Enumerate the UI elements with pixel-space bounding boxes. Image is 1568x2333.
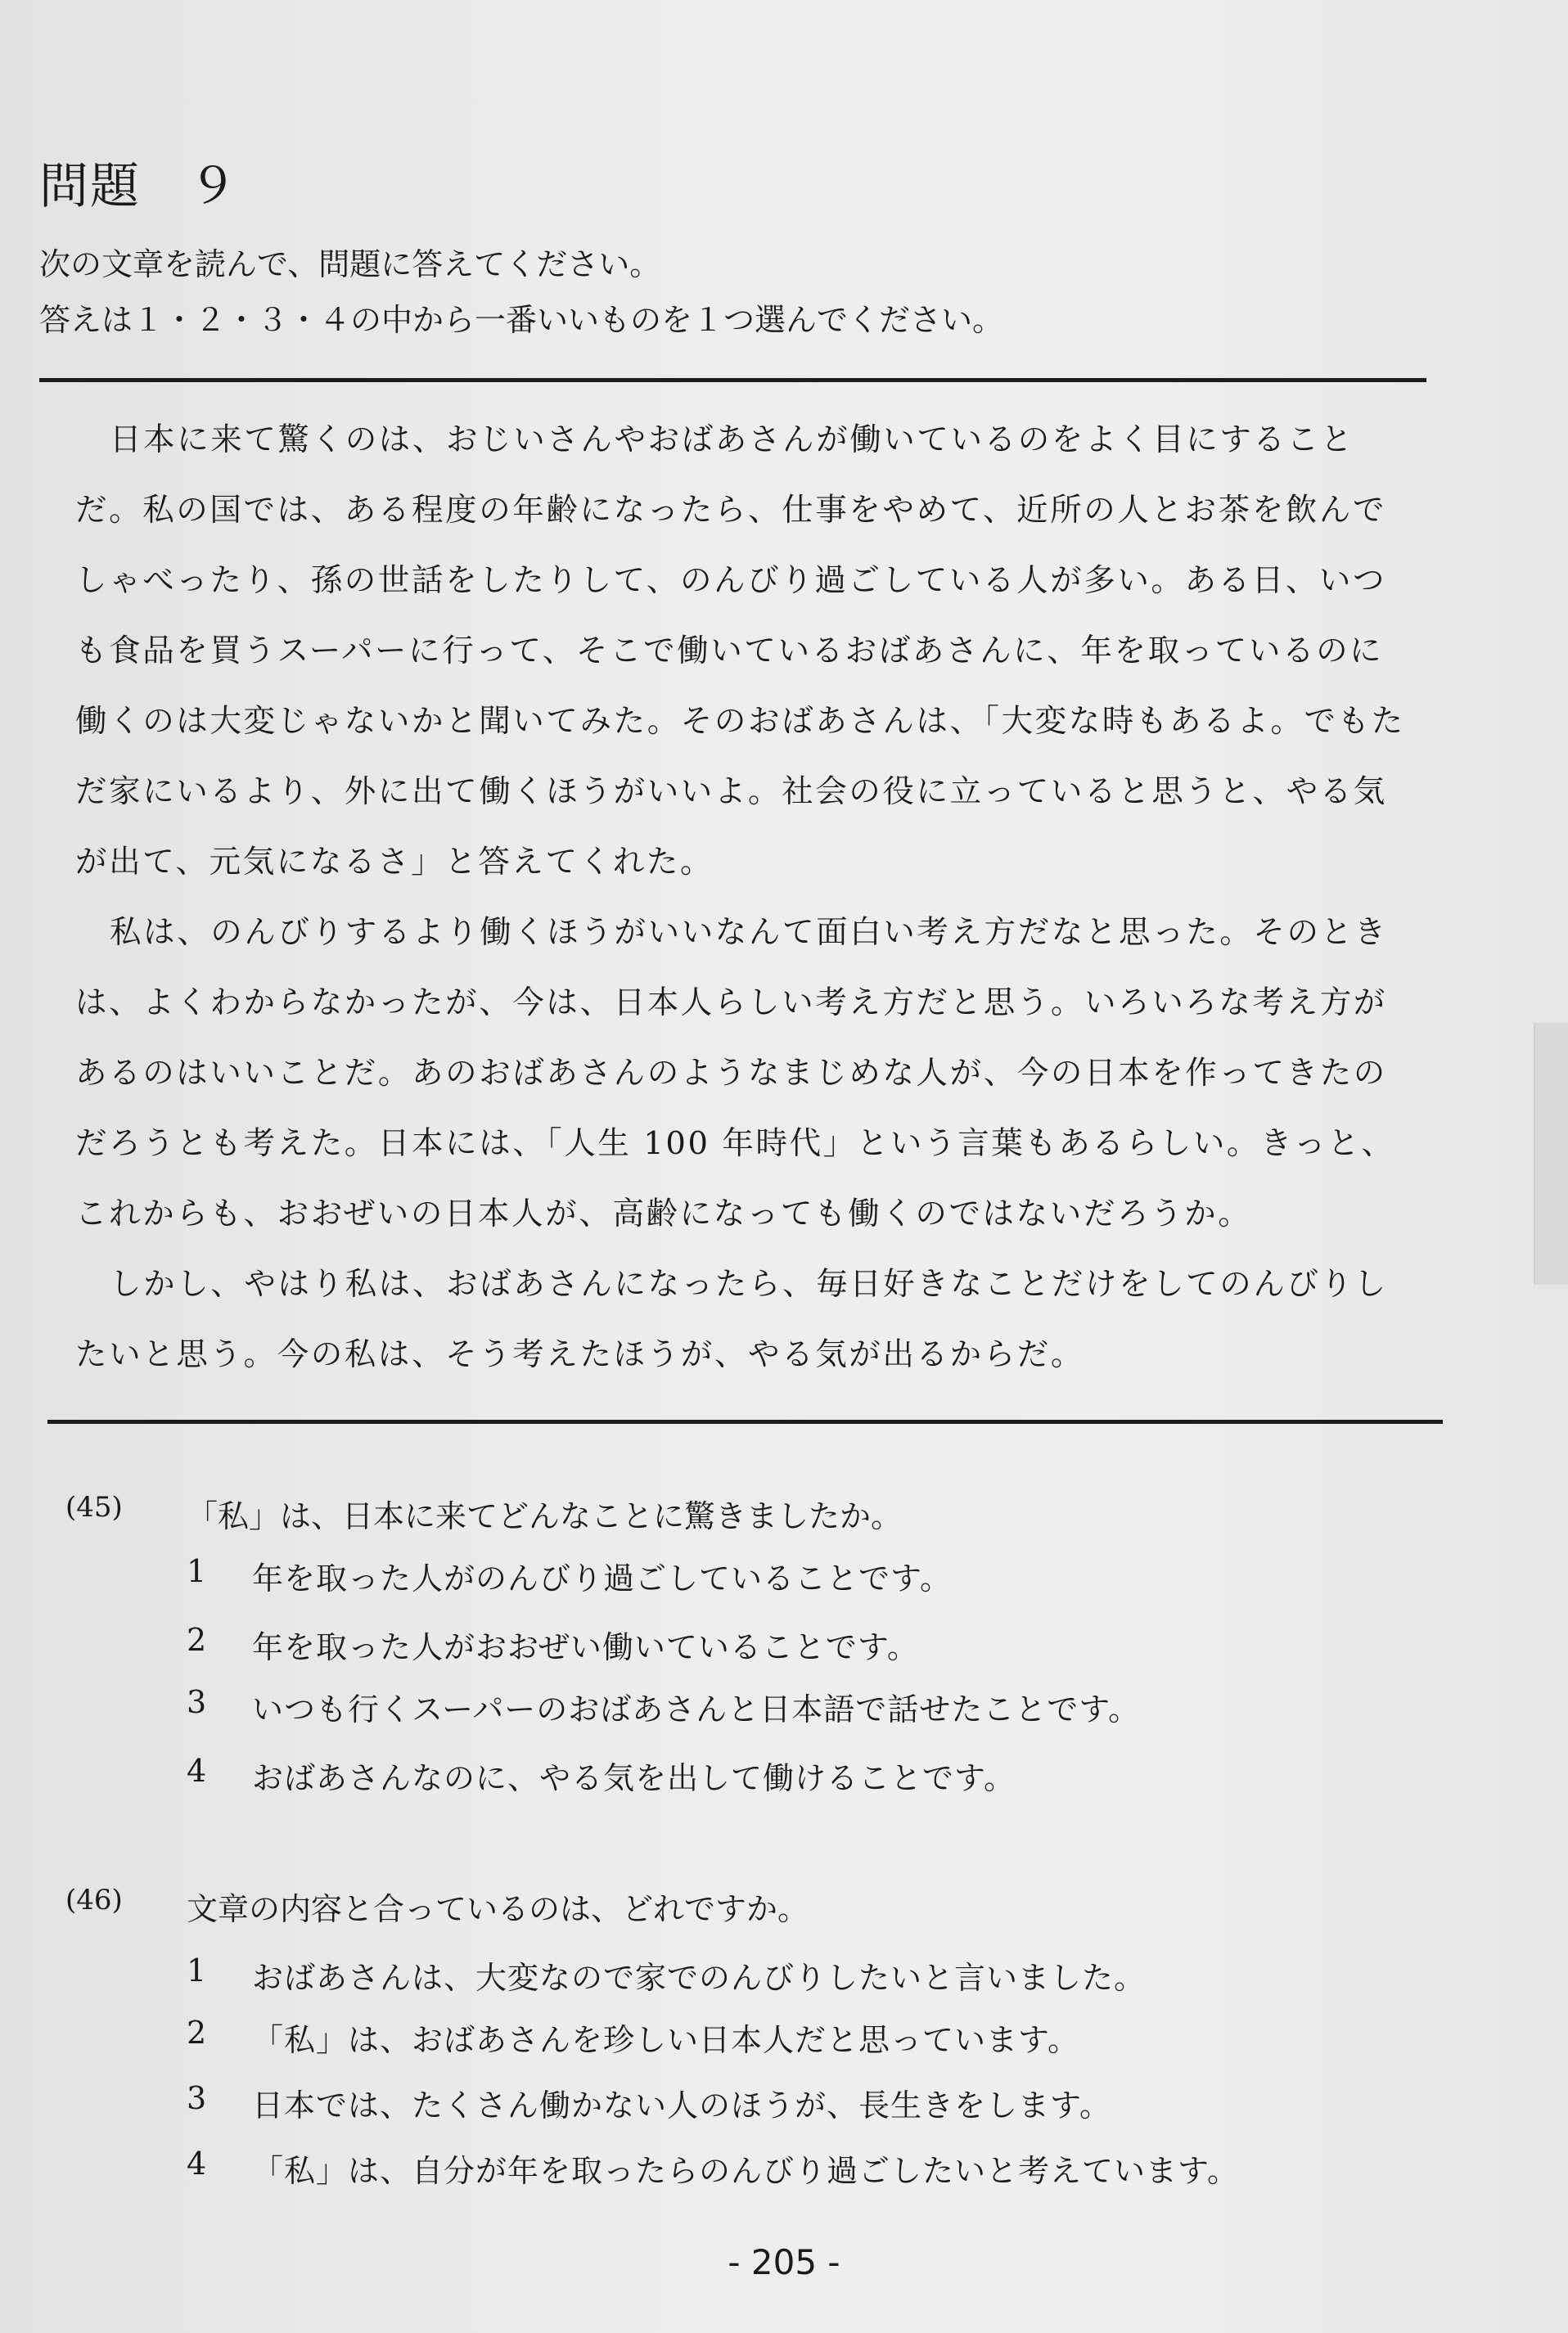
problem-title — [39, 147, 239, 218]
question-number: (45) — [65, 1491, 123, 1524]
passage-paragraph-3: しかし、やはり私は、おばあさんになったら、毎日好きなことだけをしてのんびりしたいと思う。今の私は、そう考えたほうが、やる気が出るからだ。 — [75, 1266, 1388, 1373]
page-edge — [1534, 1023, 1568, 1285]
option-text: おばあさんは、大変なので家でのんびりしたいと言いました。 — [252, 1960, 1147, 1996]
option-text: 「私」は、おばあさんを珍しい日本人だと思っています。 — [252, 2022, 1079, 2058]
option-text: 年を取った人がおおぜい働いていることです。 — [252, 1629, 919, 1665]
option-number: 4 — [187, 1753, 208, 1789]
instruction-line-1: 次の文章を読んで、問題に答えてください。 — [39, 246, 661, 282]
question-text: 「私」は、日本に来てどんなことに驚きましたか。 — [187, 1498, 903, 1534]
passage-paragraph-2: 私は、のんびりするより働くほうがいいなんて面白い考え方だなと思った。そのときは、よくわからなかったが、今は、日本人らしい考え方だと思う。いろいろな考え方があるのはいいことだ。あのおばあさんのようなまじめな人が、今の日本を作ってきたのだろうとも考えた。日本には、「人生 100 年時代」という言葉もあるらしい。きっと、これからも、おおぜいの日本人が、高齢になっても働くのではないだろうか。 — [75, 914, 1395, 1232]
option-text: おばあさんなのに、やる気を出して働けることです。 — [252, 1760, 1016, 1796]
problem-label: 問題 — [39, 158, 141, 215]
problem-number: ９ — [188, 158, 239, 215]
option-text: いつも行くスーパーのおばあさんと日本語で話せたことです。 — [252, 1691, 1141, 1727]
option-text: 「私」は、自分が年を取ったらのんびり過ごしたいと考えています。 — [252, 2153, 1239, 2189]
option-number: 2 — [187, 2015, 208, 2051]
top-divider — [39, 378, 1426, 382]
bottom-divider — [47, 1420, 1443, 1424]
instruction-line-2: 答えは１・２・３・４の中から一番いいものを１つ選んでください。 — [39, 302, 1004, 338]
option-number: 1 — [187, 1952, 208, 1988]
option-text: 年を取った人がのんびり過ごしていることです。 — [252, 1561, 952, 1597]
option-number: 3 — [187, 1684, 208, 1720]
option-number: 4 — [187, 2146, 208, 2182]
reading-passage — [75, 405, 1409, 1390]
page-number: - 205 - — [728, 2242, 840, 2282]
question-number: (46) — [65, 1884, 123, 1916]
option-text: 日本では、たくさん働かない人のほうが、長生きをします。 — [252, 2088, 1111, 2124]
option-number: 3 — [187, 2080, 208, 2116]
question-text: 文章の内容と合っているのは、どれですか。 — [187, 1891, 809, 1927]
passage-paragraph-1: 日本に来て驚くのは、おじいさんやおばあさんが働いているのをよく目にすることだ。私の国では、ある程度の年齢になったら、仕事をやめて、近所の人とお茶を飲んでしゃべったり、孫の世話をしたりして、のんびり過ごしている人が多い。ある日、いつも食品を買うスーパーに行って、そこで働いているおばあさんに、年を取っているのに働くのは大変じゃないかと聞いてみた。そのおばあさんは、「大変な時もあるよ。でもただ家にいるより、外に出て働くほうがいいよ。社会の役に立っていると思うと、やる気が出て、元気になるさ」と答えてくれた。 — [75, 421, 1405, 881]
option-number: 2 — [187, 1622, 208, 1658]
option-number: 1 — [187, 1553, 208, 1589]
